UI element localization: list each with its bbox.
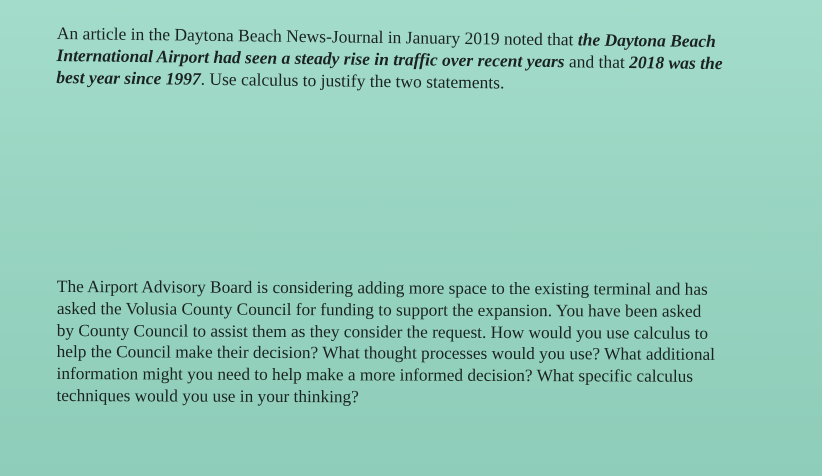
question-2-line: techniques would you use in your thinking? <box>56 385 359 407</box>
question-1-text: An article in the Daytona Beach News-Journal in January 2019 noted that <box>56 22 578 50</box>
question-2-line: asked the Volusia County Council for funding to support the expansion. You have been asked <box>56 298 702 321</box>
question-1-emphasis: the Daytona Beach <box>577 29 716 52</box>
question-2-line: information might you need to help make a more informed decision? What specific calculus <box>56 364 694 386</box>
question-1-emphasis: International Airport had seen a steady rise in traffic over recent years <box>56 44 565 72</box>
question-1-emphasis: best year since 1997 <box>56 66 201 89</box>
question-1-emphasis: 2018 was the <box>629 51 723 74</box>
question-1-paragraph <box>56 22 792 97</box>
question-2-line: The Airport Advisory Board is considering adding more space to the existing terminal and has <box>56 277 708 299</box>
question-2-paragraph <box>56 276 817 410</box>
question-2-line: help the Council make their decision? What thought processes would you use? What additional <box>56 342 716 365</box>
question-2-line: by County Council to assist them as they consider the request. How would you use calculus to <box>56 320 709 343</box>
question-1-text: . Use calculus to justify the two statements. <box>200 68 505 93</box>
question-1-text: and that <box>564 51 630 72</box>
